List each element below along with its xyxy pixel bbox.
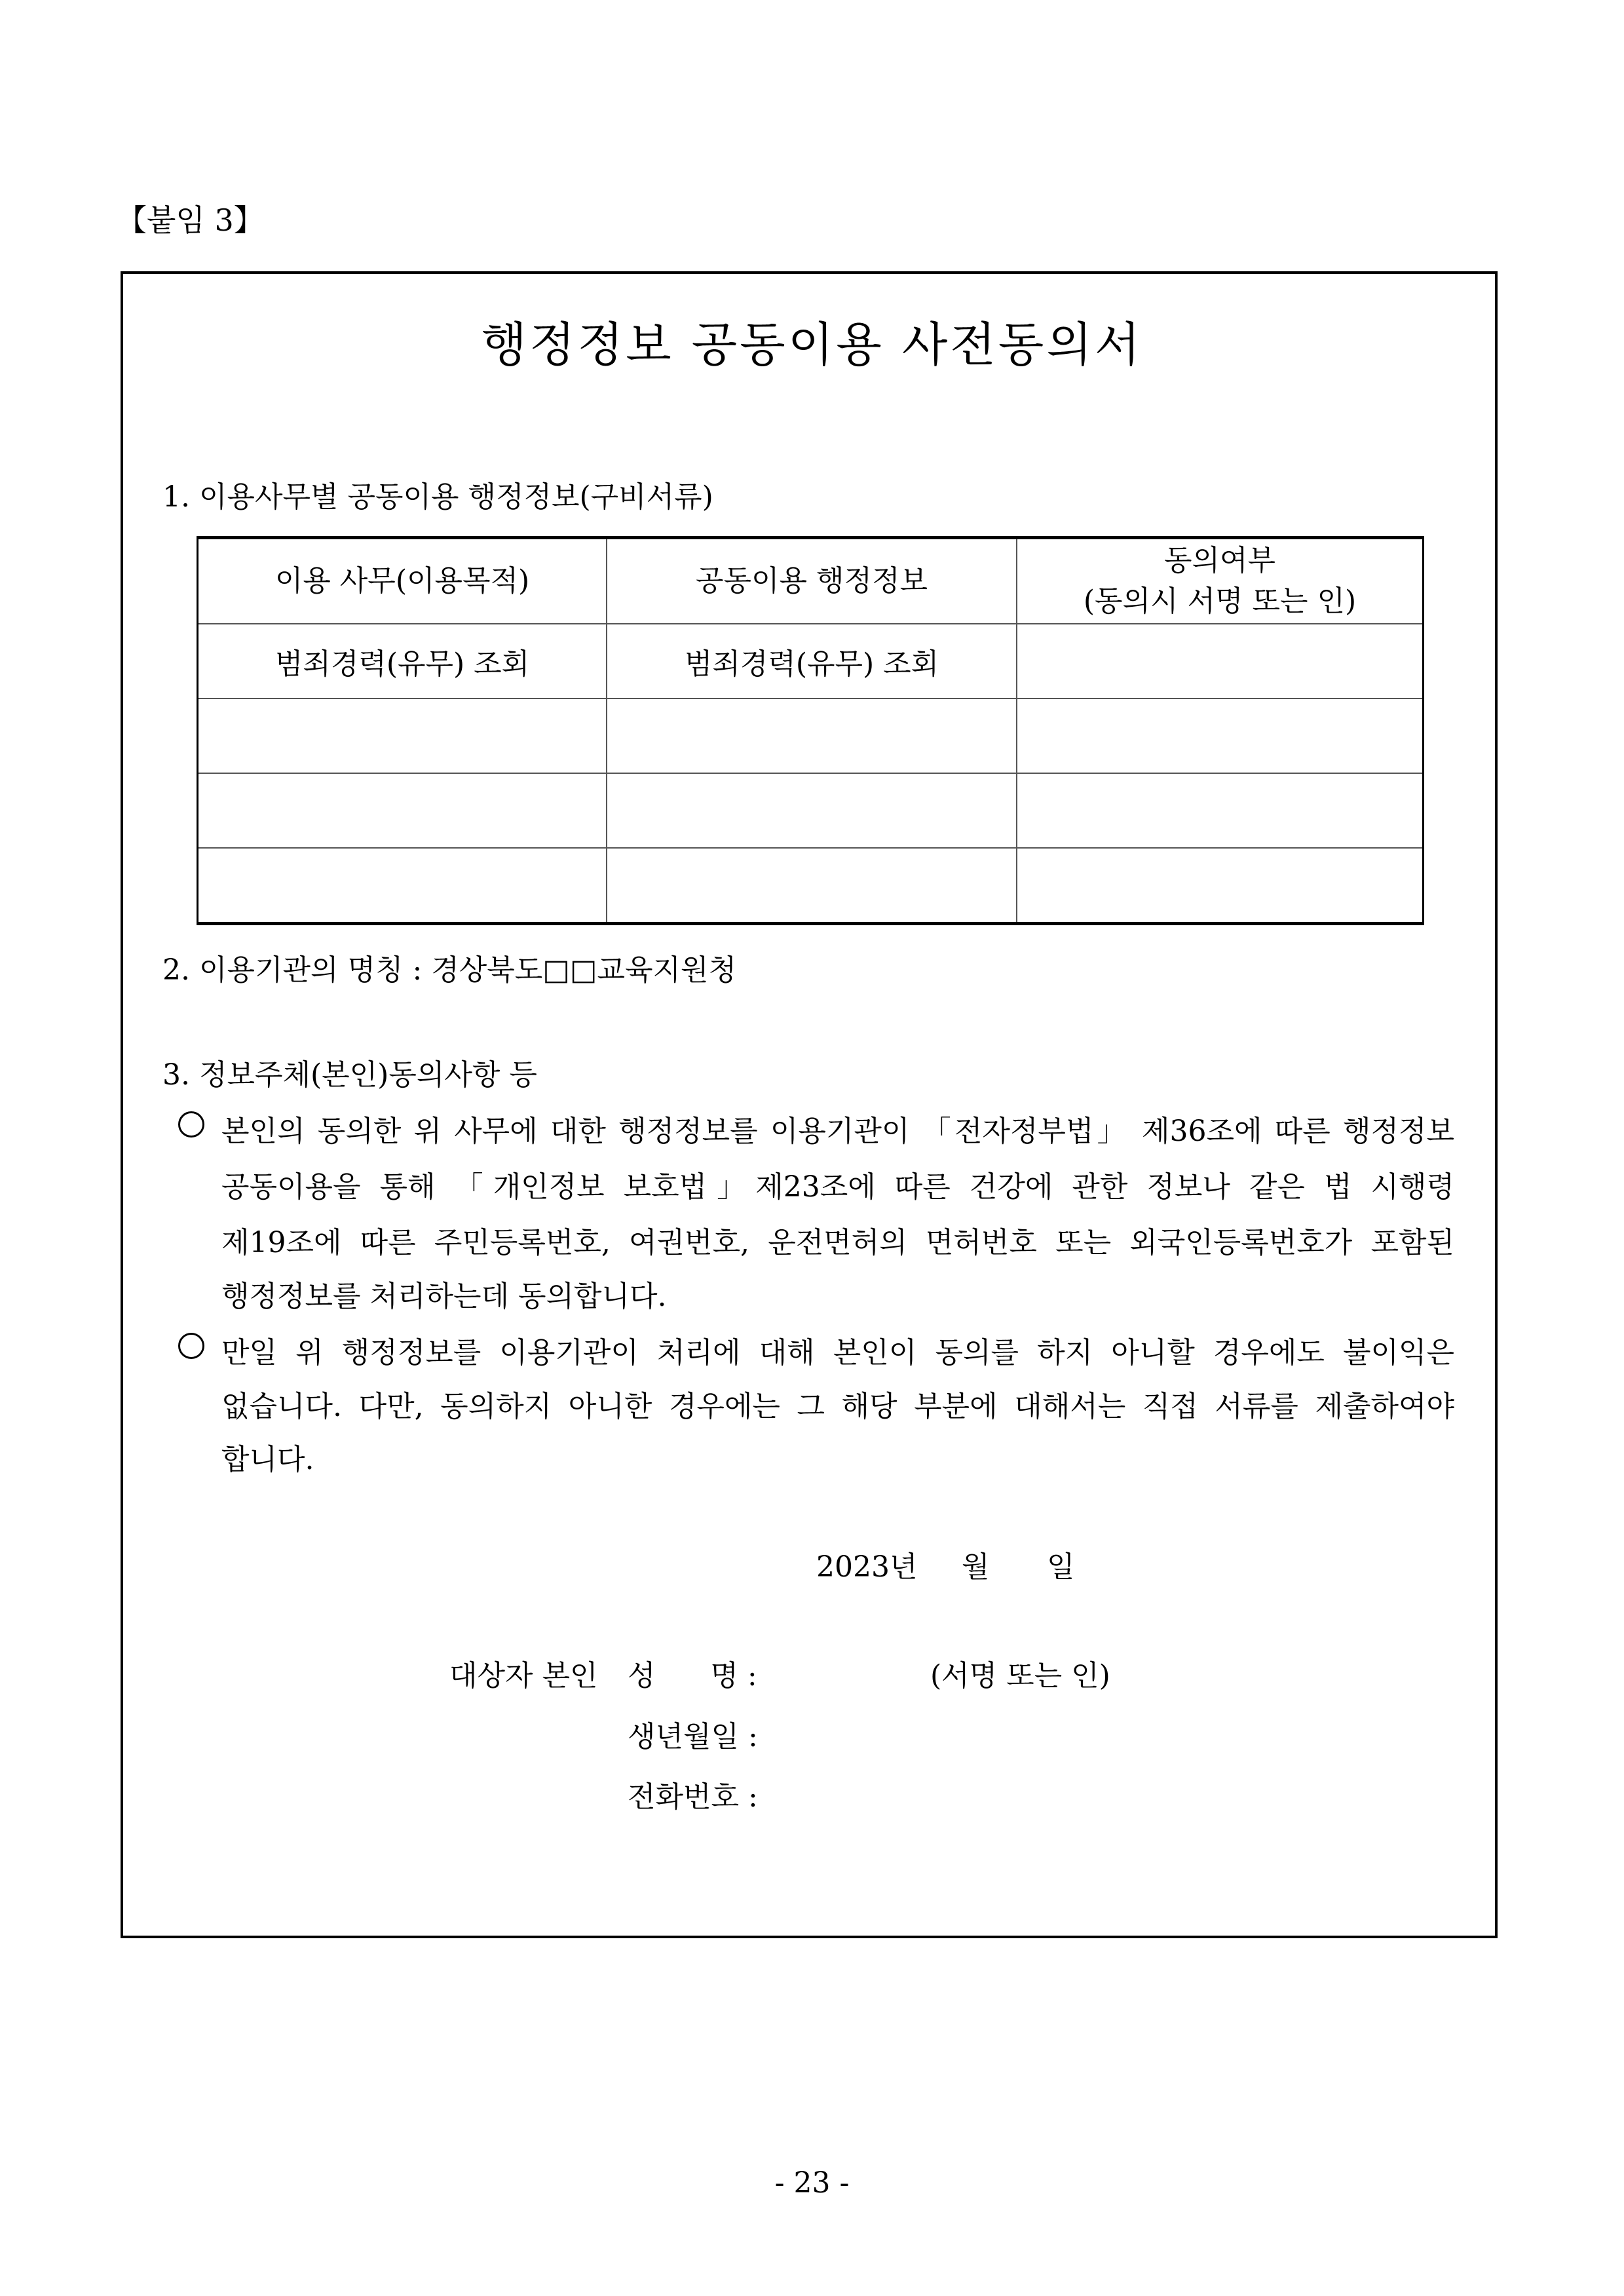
cell-shared-info[interactable]: [607, 848, 1017, 924]
cell-usage-task[interactable]: [198, 848, 607, 924]
cell-shared-info[interactable]: [607, 773, 1017, 848]
header-shared-info: 공동이용 행정정보: [607, 538, 1017, 624]
para2-line: 만일 위 행정정보를 이용기관이 처리에 대해 본인이 동의를 하지 아니할 경우에도 불이익은: [221, 1336, 1454, 1369]
attachment-label: 【붙임 3】: [117, 202, 264, 238]
document-title: 행정정보 공동이용 사전동의서: [481, 317, 1143, 372]
table-row: [198, 848, 1424, 924]
para1-line: 공동이용을 통해 「개인정보 보호법」제23조에 따른 건강에 관한 정보나 같은 법 시행령: [221, 1170, 1454, 1204]
name-label: 성 명 :: [628, 1659, 757, 1693]
form-border: [121, 271, 1498, 1938]
date-day: 일: [1047, 1550, 1075, 1584]
cell-consent-signature[interactable]: [1017, 773, 1424, 848]
subject-label: 대상자 본인: [449, 1659, 598, 1693]
para1-line: 본인의 동의한 위 사무에 대한 행정정보를 이용기관이 「전자정부법」 제36조에 따른 행정정보: [221, 1115, 1454, 1148]
usage-table: [197, 536, 1424, 925]
header-consent-line2: (동의시 서명 또는 인): [1083, 584, 1357, 618]
table-row: [198, 624, 1424, 698]
header-consent: [1017, 538, 1424, 624]
cell-shared-info: 범죄경력(유무) 조회: [607, 624, 1017, 698]
cell-usage-task[interactable]: [198, 773, 607, 848]
phone-label: 전화번호 :: [628, 1780, 758, 1814]
para1-line: 행정정보를 처리하는데 동의합니다.: [221, 1280, 667, 1313]
cell-consent-signature[interactable]: [1017, 698, 1424, 773]
table-row: [198, 773, 1424, 848]
birthdate-label: 생년월일 :: [628, 1720, 758, 1753]
para1-line: 제19조에 따른 주민등록번호, 여권번호, 운전면허의 면허번호 또는 외국인등록번호가 포함된: [221, 1226, 1454, 1259]
header-consent-line1: 동의여부: [1163, 544, 1275, 577]
para2-line: 합니다.: [221, 1443, 314, 1476]
circle-bullet-icon: [178, 1333, 204, 1359]
section2-heading: 2. 이용기관의 명칭 : 경상북도□□교육지원청: [162, 953, 736, 987]
section1-heading: 1. 이용사무별 공동이용 행정정보(구비서류): [162, 480, 713, 514]
cell-usage-task: 범죄경력(유무) 조회: [198, 624, 607, 698]
cell-shared-info[interactable]: [607, 698, 1017, 773]
signature-hint: (서명 또는 인): [930, 1659, 1110, 1693]
cell-consent-signature[interactable]: [1017, 848, 1424, 924]
date-year: 2023년: [816, 1550, 918, 1584]
cell-usage-task[interactable]: [198, 698, 607, 773]
section3-heading: 3. 정보주체(본인)동의사항 등: [162, 1058, 537, 1092]
header-usage-task: 이용 사무(이용목적): [198, 538, 607, 624]
circle-bullet-icon: [178, 1111, 204, 1138]
date-month: 월: [962, 1550, 990, 1584]
table-row: [198, 698, 1424, 773]
para2-line: 없습니다. 다만, 동의하지 아니한 경우에는 그 해당 부분에 대해서는 직접 서류를 제출하여야: [221, 1390, 1454, 1423]
cell-consent-signature[interactable]: [1017, 624, 1424, 698]
page-number: - 23 -: [774, 2166, 850, 2200]
table-header-row: [198, 538, 1424, 624]
